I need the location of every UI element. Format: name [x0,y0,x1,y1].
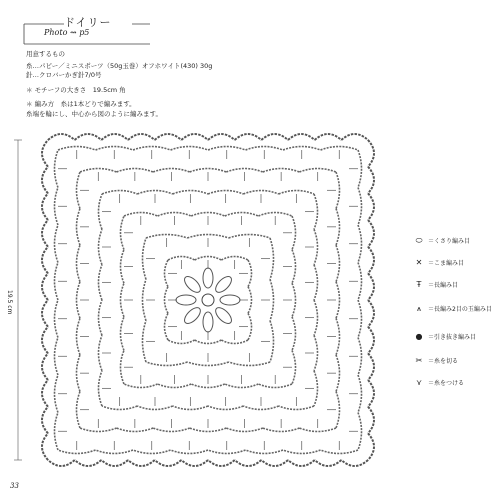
legend-label: ＝引き抜き編み目 [428,334,477,341]
legend-label: ＝くさり編み目 [428,238,471,245]
motif-size: ＊ モチーフの大きさ 19.5cm 角 [26,86,126,94]
legend-item [410,304,492,314]
legend-item [410,236,470,246]
legend-label: ＝こま編み目 [428,260,465,267]
legend-label: ＝糸を切る [428,358,459,365]
single-crochet-icon: ✕ [415,258,423,267]
materials-heading: 用意するもの [26,50,65,58]
chain-stitch-icon: ⬭ [415,236,423,245]
legend-item [410,258,464,267]
materials-yarn: 糸…パピー／ミニスポーツ（50g玉巻）オフホワイト(430) 30g [26,62,213,70]
legend-item [410,356,458,365]
slip-stitch-icon: ● [415,332,423,341]
photo-reference: Photo ⇝ p5 [44,28,90,37]
legend-label: ＝長編み目 [428,282,459,289]
dimension-label: 19.5 cm [6,290,13,315]
materials-hook: 針…クロバーかぎ針7/0号 [26,71,102,79]
join-yarn-icon: ⋎ [416,378,422,387]
legend-label: ＝長編み2目の玉編み目 [428,306,492,313]
legend-label: ＝糸をつける [428,380,465,387]
double-crochet-icon: Ŧ [416,280,422,289]
cut-yarn-icon: ✂ [415,356,423,365]
legend-item [410,378,464,387]
knit-instruction: 糸端を輪にし、中心から図のように編みます。 [26,110,162,118]
legend-item [410,332,476,341]
legend-item [410,280,458,289]
knit-method: ＊ 編み方 糸は1本どりで編みます。 [26,100,136,108]
page-number: 33 [10,482,19,490]
pattern-title: ドイリー [64,16,112,29]
cluster-icon: ⩚ [416,304,422,313]
